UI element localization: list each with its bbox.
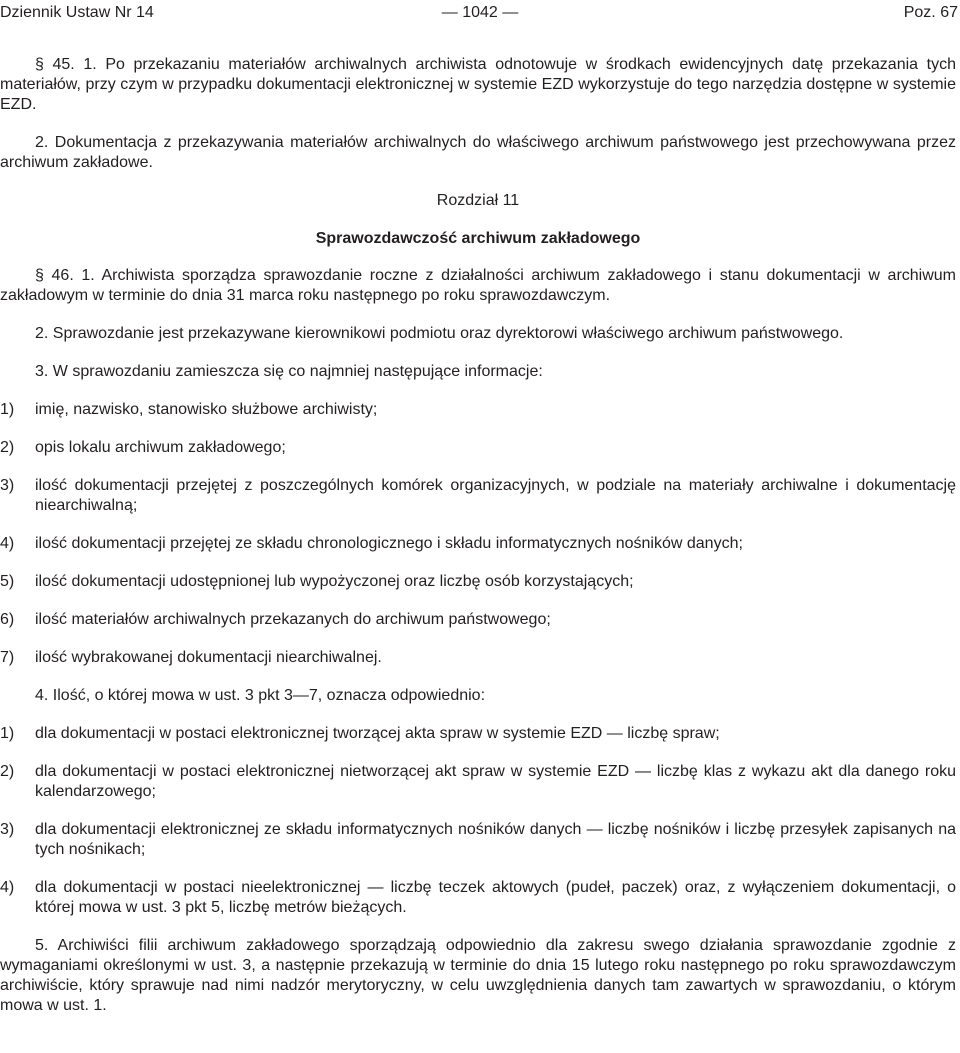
s45-paragraph-1: § 45. 1. Po przekazaniu materiałów archiwalnych archiwista odnotowuje w środkach ewidencyjnych datę przekazania tych materiałów, przy czym w przypadku dokumentacji elektronicznej w systemie EZD wykorzystuje do tego narzędzia dostępne w systemie EZD.: [0, 56, 956, 113]
list-item: 7) ilość wybrakowanej dokumentacji niearchiwalnej.: [0, 649, 382, 666]
list-item: 3) dla dokumentacji elektronicznej ze składu informatycznych nośników danych — liczbę nośników i liczbę przesyłek zapisanych na tych nośnikach;: [0, 821, 956, 858]
page-number: — 1042 —: [441, 4, 519, 21]
s46-paragraph-2: 2. Sprawozdanie jest przekazywane kierownikowi podmiotu oraz dyrektorowi właściwego archiwum państwowego.: [35, 325, 844, 342]
s46-paragraph-1: § 46. 1. Archiwista sporządza sprawozdanie roczne z działalności archiwum zakładowego i stanu dokumentacji w archiwum zakładowym w terminie do dnia 31 marca roku następnego po roku sprawozdawczym.: [0, 267, 956, 304]
chapter-label: Rozdział 11: [436, 192, 520, 209]
page-header: [0, 4, 960, 26]
list-item: 6) ilość materiałów archiwalnych przekazanych do archiwum państwowego;: [0, 611, 551, 628]
s46-paragraph-5: 5. Archiwiści filii archiwum zakładowego sporządzają odpowiednio dla zakresu swego działania sprawozdanie zgodnie z wymaganiami określonymi w ust. 3, a następnie przekazują w terminie do dnia 15 lutego roku następnego po roku sprawozdawczym archiwiście, który sprawuje nad nimi nadzór merytoryczny, w celu uwzględnienia danych tam zawartych w sprawozdaniu, o którym mowa w ust. 1.: [0, 937, 956, 1014]
list-item: 4) ilość dokumentacji przejętej ze składu chronologicznego i składu informatycznych nośników danych;: [0, 535, 743, 552]
list-item: 1) dla dokumentacji w postaci elektronicznej tworzącej akta spraw w systemie EZD — liczbę spraw;: [0, 725, 720, 742]
list-item: 4) dla dokumentacji w postaci nieelektronicznej — liczbę teczek aktowych (pudeł, paczek) oraz, z wyłączeniem dokumentacji, o której mowa w ust. 3 pkt 5, liczbę metrów bieżących.: [0, 879, 956, 916]
chapter-title: Sprawozdawczość archiwum zakładowego: [315, 230, 641, 247]
list-item: 2) opis lokalu archiwum zakładowego;: [0, 439, 286, 456]
list-item: 1) imię, nazwisko, stanowisko służbowe archiwisty;: [0, 401, 378, 418]
list-item: 5) ilość dokumentacji udostępnionej lub wypożyczonej oraz liczbę osób korzystających;: [0, 573, 634, 590]
list-item: 2) dla dokumentacji w postaci elektronicznej nietworzącej akt spraw w systemie EZD — liczbę klas z wykazu akt dla danego roku kalendarzowego;: [0, 763, 956, 800]
list-item: 3) ilość dokumentacji przejętej z poszczególnych komórek organizacyjnych, w podziale na materiały archiwalne i dokumentację niearchiwalną;: [0, 477, 956, 514]
document-body: [0, 55, 956, 1016]
s45-paragraph-2: 2. Dokumentacja z przekazywania materiałów archiwalnych do właściwego archiwum państwowego jest przechowywana przez archiwum zakładowe.: [0, 134, 956, 171]
s46-paragraph-4: 4. Ilość, o której mowa w ust. 3 pkt 3—7, oznacza odpowiednio:: [35, 687, 486, 704]
s46-paragraph-3: 3. W sprawozdaniu zamieszcza się co najmniej następujące informacje:: [35, 363, 543, 380]
journal-title: Dziennik Ustaw Nr 14: [0, 4, 154, 21]
position-number: Poz. 67: [903, 4, 958, 21]
